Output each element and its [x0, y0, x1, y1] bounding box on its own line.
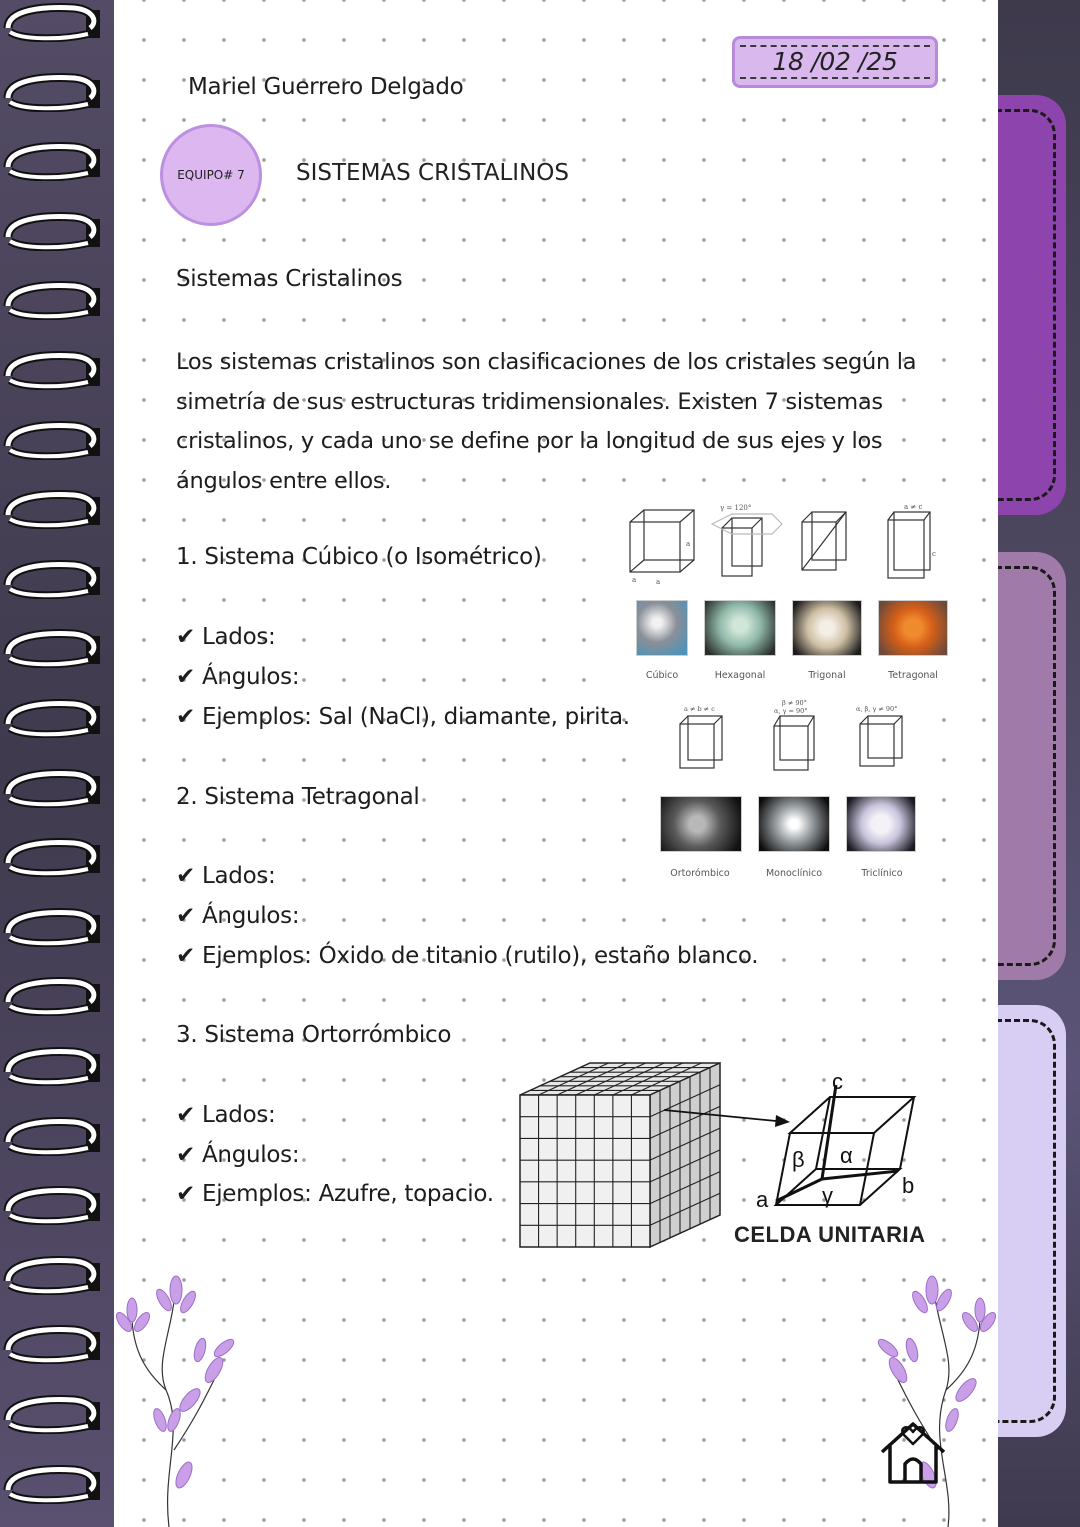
- tab-dash-border: [996, 1019, 1056, 1423]
- home-icon[interactable]: [878, 1416, 948, 1488]
- tab-top[interactable]: [996, 95, 1066, 515]
- lavender-flower-icon: [868, 1270, 998, 1527]
- unit-cell-label: CELDA UNITARIA: [734, 1222, 926, 1247]
- mineral-photo-orthorhombic: [660, 796, 742, 852]
- intro-paragraph: Los sistemas cristalinos son clasificaciones de los cristales según la simetría de sus estructuras tridimensionales. Existen 7 sistemas cristalinos, y cada uno se define por la longitud de sus ejes y los ángulos entre ellos.: [176, 349, 917, 494]
- spiral-ring-icon: [2, 768, 102, 808]
- date-text: 18 /02 /25: [740, 45, 930, 79]
- spiral-ring-icon: [2, 141, 102, 181]
- section-title: Sistemas Cristalinos: [176, 266, 403, 292]
- system-tetragonal-ejemplos: ✔ Ejemplos: Óxido de titanio (rutilo), estaño blanco.: [176, 943, 759, 969]
- spiral-ring-icon: [2, 489, 102, 529]
- spiral-ring-icon: [2, 1046, 102, 1086]
- annotation-alpha-gamma: α, γ = 90°: [774, 707, 808, 715]
- annotation-gamma: γ = 120°: [720, 504, 752, 512]
- spiral-ring-icon: [2, 976, 102, 1016]
- annotation-beta: β ≠ 90°: [782, 700, 807, 707]
- notebook-page: [114, 0, 998, 1527]
- caption-cubic: Cúbico: [645, 670, 679, 681]
- axis-b: b: [902, 1173, 915, 1198]
- tab-dash-border: [996, 566, 1056, 966]
- caption-triclinic: Triclínico: [861, 868, 903, 879]
- system-heading-cubic: 1. Sistema Cúbico (o Isométrico): [176, 544, 542, 570]
- spiral-ring-icon: [2, 628, 102, 668]
- annotation-a: a: [656, 578, 661, 586]
- caption-monoclinic: Monoclínico: [765, 868, 823, 879]
- axis-c: c: [832, 1069, 843, 1094]
- tab-dash-border: [996, 109, 1056, 501]
- spiral-ring-icon: [2, 837, 102, 877]
- spiral-ring-icon: [2, 1255, 102, 1295]
- spiral-ring-icon: [2, 420, 102, 460]
- spiral-ring-icon: [2, 1464, 102, 1504]
- tab-middle[interactable]: [996, 552, 1066, 980]
- system-orthorhombic-lados: ✔ Lados:: [176, 1102, 276, 1128]
- spiral-ring-icon: [2, 350, 102, 390]
- tab-bottom[interactable]: [996, 1005, 1066, 1437]
- date-badge: [732, 36, 938, 88]
- system-orthorhombic-angulos: ✔ Ángulos:: [176, 1142, 300, 1168]
- caption-trigonal: Trigonal: [808, 670, 846, 681]
- system-cubic-lados: ✔ Lados:: [176, 624, 276, 650]
- document-title: SISTEMAS CRISTALINOS: [296, 160, 569, 186]
- system-cubic-angulos: ✔ Ángulos:: [176, 664, 300, 690]
- mineral-photo-hexagonal: [704, 600, 776, 656]
- mineral-photo-trigonal: [792, 600, 862, 656]
- angle-alpha: α: [840, 1143, 853, 1168]
- spiral-ring-icon: [2, 559, 102, 599]
- annotation-a-ne-c: a ≠ c: [904, 503, 923, 511]
- annotation-a: a: [632, 576, 637, 584]
- system-orthorhombic-ejemplos: ✔ Ejemplos: Azufre, topacio.: [176, 1181, 494, 1207]
- spiral-ring-icon: [2, 1185, 102, 1225]
- spiral-ring-icon: [2, 1394, 102, 1434]
- spiral-ring-icon: [2, 907, 102, 947]
- spiral-ring-icon: [2, 1324, 102, 1364]
- spiral-ring-icon: [2, 698, 102, 738]
- angle-gamma: γ: [822, 1183, 833, 1208]
- team-badge-label: EQUIPO# 7: [177, 168, 245, 182]
- caption-orthorhombic: Ortorómbico: [670, 868, 730, 879]
- lavender-flower-icon: [114, 1270, 244, 1527]
- mineral-photo-cubic: [636, 600, 688, 656]
- mineral-photo-tetragonal: [878, 600, 948, 656]
- angle-beta: β: [792, 1147, 805, 1172]
- system-heading-orthorhombic: 3. Sistema Ortorrómbico: [176, 1022, 452, 1048]
- mineral-photo-monoclinic: [758, 796, 830, 852]
- lattice-diagrams-top: [622, 500, 952, 600]
- annotation-triclinic: α, β, γ ≠ 90°: [856, 705, 898, 713]
- system-tetragonal-lados: ✔ Lados:: [176, 863, 276, 889]
- annotation-a: a: [686, 540, 691, 548]
- annotation-c: c: [932, 550, 936, 558]
- spiral-ring-icon: [2, 211, 102, 251]
- spiral-ring-icon: [2, 2, 102, 42]
- annotation-abc: a ≠ b ≠ c: [684, 705, 715, 713]
- crystal-systems-figure-top: [622, 500, 952, 690]
- axis-a: a: [756, 1187, 769, 1212]
- spiral-ring-icon: [2, 280, 102, 320]
- crystal-systems-figure-bottom: [650, 700, 930, 885]
- spiral-ring-icon: [2, 1116, 102, 1156]
- mineral-photo-triclinic: [846, 796, 916, 852]
- lattice-diagrams-bottom: [650, 700, 930, 780]
- author-name: Mariel Guerrero Delgado: [188, 74, 464, 100]
- team-badge: [160, 124, 262, 226]
- caption-tetragonal: Tetragonal: [888, 670, 938, 681]
- system-tetragonal-angulos: ✔ Ángulos:: [176, 903, 300, 929]
- system-cubic-ejemplos: ✔ Ejemplos: Sal (NaCl), diamante, pirita.: [176, 704, 630, 730]
- system-heading-tetragonal: 2. Sistema Tetragonal: [176, 784, 420, 810]
- spiral-ring-icon: [2, 72, 102, 112]
- caption-hexagonal: Hexagonal: [714, 670, 766, 681]
